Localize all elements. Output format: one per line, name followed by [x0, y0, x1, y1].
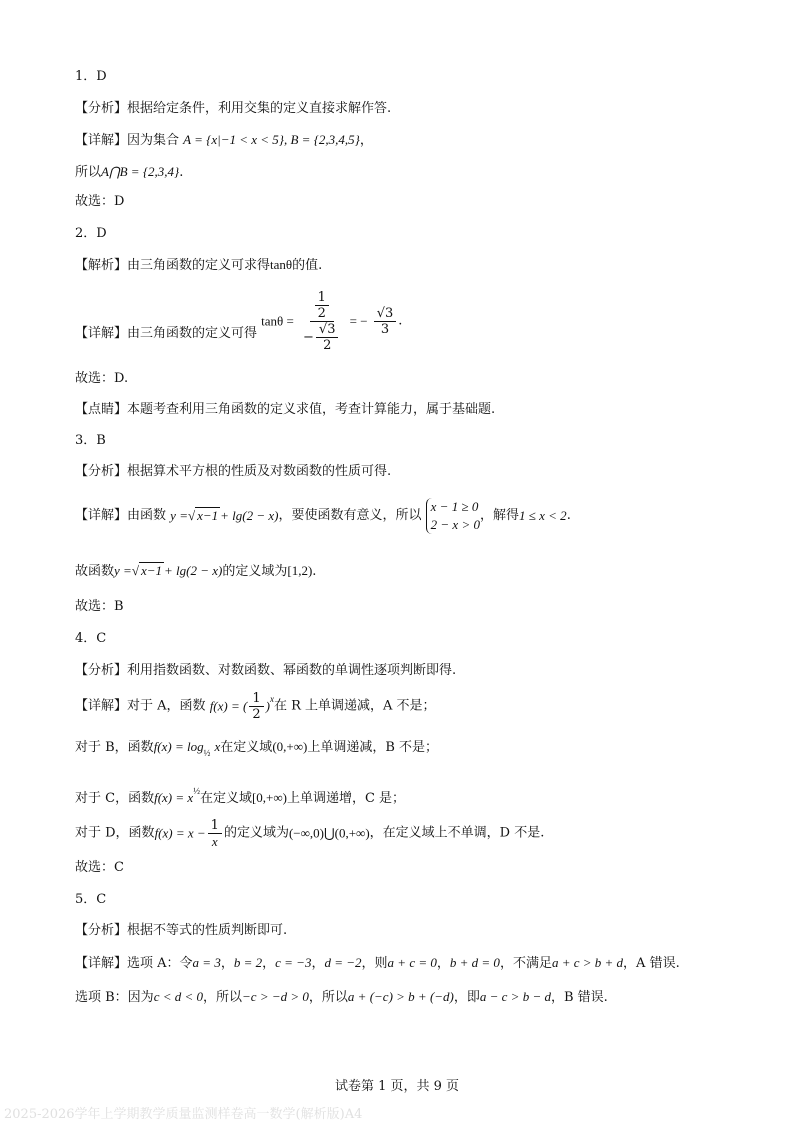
- q1-analysis: [75, 100, 391, 118]
- sqrt-arg: x−1: [140, 563, 162, 578]
- analysis-text: 的值.: [292, 258, 323, 273]
- punct: ，: [220, 956, 234, 971]
- tag-analysis: 【分析】: [75, 464, 128, 479]
- condition-4: a − c > b − d: [479, 989, 551, 1004]
- detail-text: 对于 D，函数: [75, 825, 155, 841]
- detail-text: 因为集合: [127, 133, 180, 148]
- q5-analysis: [75, 922, 287, 940]
- set-b: , B = {2,3,4,5}: [283, 132, 360, 147]
- tan-eq: tanθ =: [261, 313, 294, 329]
- detail-text: 由三角函数的定义可得: [127, 325, 258, 341]
- q4-detail-b: [75, 738, 438, 762]
- tag-analysis: 【分析】: [75, 923, 128, 938]
- punct: ，: [311, 956, 325, 971]
- value-d: d = −2: [324, 955, 362, 970]
- detail-text: ，解得: [479, 508, 519, 523]
- log-base: ½: [203, 748, 211, 758]
- comment-text: 本题考查利用三角函数的定义求值，考查计算能力，属于基础题.: [127, 402, 496, 417]
- tag-analysis: 【解析】: [75, 258, 128, 273]
- analysis-text: 根据不等式的性质判断即可.: [127, 923, 288, 938]
- tag-comment: 【点睛】: [75, 402, 128, 417]
- q2-answer: 故选：D.: [75, 371, 129, 386]
- q4-detail-a: [75, 690, 436, 722]
- q2-number: 2．D: [75, 226, 107, 241]
- tag-detail: 【详解】: [75, 325, 128, 341]
- q3-conclusion: [75, 562, 316, 581]
- condition-3: a + (−c) > b + (−d): [347, 989, 454, 1004]
- func-d: f(x) = x −: [154, 825, 206, 841]
- tag-analysis: 【分析】: [75, 663, 128, 678]
- analysis-text: 利用指数函数、对数函数、幂函数的单调性逐项判断即得.: [127, 663, 457, 678]
- result-fraction: [374, 306, 397, 337]
- func-y: y =: [114, 563, 132, 578]
- fraction: [208, 818, 222, 849]
- conclusion-text: 的定义域为: [222, 564, 288, 579]
- q4-number: 4．C: [75, 631, 107, 646]
- func-lg: + lg(2 − x): [220, 508, 279, 523]
- func-b: f(x) = log: [153, 739, 204, 754]
- half-fraction: [249, 691, 263, 722]
- tag-detail: 【详解】: [75, 133, 128, 148]
- tag-detail: 【详解】: [75, 508, 128, 523]
- value-a: a = 3: [192, 955, 221, 970]
- inequality-1: x − 1 ≥ 0: [430, 499, 479, 514]
- big-fraction: [300, 290, 343, 353]
- q4-analysis: [75, 662, 456, 680]
- q1-number: 1．D: [75, 69, 107, 84]
- denominator: 2: [323, 338, 332, 353]
- domain: (0,+∞): [272, 739, 308, 754]
- analysis-text: 根据算术平方根的性质及对数函数的性质可得.: [127, 464, 392, 479]
- exponent: x: [269, 694, 274, 704]
- condition-1: c < d < 0: [153, 989, 204, 1004]
- detail-text: ，A 错误.: [623, 956, 680, 971]
- numerator: 1: [249, 691, 263, 707]
- minus-sign: −: [303, 330, 314, 345]
- detail-text: ，要使函数有意义，所以: [278, 508, 422, 523]
- punct: .: [312, 564, 317, 579]
- inequality-2: 2 − x > 0: [430, 517, 480, 532]
- value-b: b = 2: [233, 955, 263, 970]
- q2-analysis: [75, 256, 322, 275]
- log-arg: x: [214, 739, 221, 754]
- domain: [1,2): [287, 563, 313, 578]
- solution: 1 ≤ x < 2: [519, 508, 567, 523]
- conclusion-text: 故函数: [75, 564, 115, 579]
- punct: ，: [359, 133, 373, 148]
- numerator: 1: [208, 818, 222, 834]
- page-footer: 试卷第 1 页，共 9 页: [334, 1079, 460, 1094]
- q5-detail-b: [75, 988, 608, 1007]
- exponent: ½: [193, 786, 200, 796]
- detail-text: 对于 C，函数: [75, 791, 155, 806]
- q5-detail-a: [75, 954, 680, 973]
- detail-text: 的定义域为: [223, 825, 289, 841]
- detail-text: ，在定义域上不单调，D 不是.: [369, 825, 545, 841]
- punct: .: [179, 165, 184, 180]
- detail-text: ，不满足: [499, 956, 552, 971]
- domain: (−∞,0)⋃(0,+∞): [288, 825, 370, 841]
- detail-text: ，即: [453, 990, 480, 1005]
- q3-analysis: [75, 463, 391, 481]
- sqrt-sign: √: [131, 563, 139, 578]
- detail-text: 在定义域: [220, 740, 273, 755]
- eq-neg: = −: [349, 313, 368, 329]
- func-a: f(x) = (: [209, 698, 248, 714]
- numerator: √3: [374, 306, 397, 322]
- detail-text: 所以: [75, 165, 102, 180]
- paren: ): [265, 698, 270, 714]
- sum-2: b + d = 0: [449, 955, 500, 970]
- q4-detail-c: [75, 782, 405, 808]
- denominator: 2: [317, 306, 326, 321]
- inequality: a + c > b + d: [551, 955, 624, 970]
- sqrt-arg: x−1: [197, 508, 219, 523]
- denominator: x: [211, 834, 218, 849]
- domain: [0,+∞): [251, 790, 287, 805]
- sqrt-sign: √: [187, 508, 196, 523]
- func-c: f(x) = x: [154, 790, 194, 805]
- q3-number: 3．B: [75, 433, 106, 448]
- condition-2: −c > −d > 0: [242, 989, 309, 1004]
- punct: .: [566, 508, 571, 523]
- intersection: A⋂B = {2,3,4}: [101, 164, 180, 179]
- punct: ，: [262, 956, 276, 971]
- sum-1: a + c = 0: [387, 955, 437, 970]
- analysis-text: 由三角函数的定义可求得: [127, 258, 271, 273]
- detail-text: 在 R 上单调递减，A 不是；: [273, 698, 436, 714]
- detail-text: ，则: [361, 956, 388, 971]
- set-a: A = {x|−1 < x < 5}: [183, 132, 284, 147]
- value-c: c = −3: [275, 955, 312, 970]
- denominator: 3: [380, 322, 390, 337]
- watermark: 2025-2026学年上学期教学质量监测样卷高一数学(解析版)A4: [4, 1107, 363, 1122]
- denominator: 2: [252, 707, 261, 722]
- numerator: 1: [315, 290, 329, 306]
- punct: .: [398, 313, 403, 329]
- detail-text: 对于 A，函数: [127, 698, 206, 714]
- tag-analysis: 【分析】: [75, 101, 128, 116]
- detail-text: ，所以: [203, 990, 243, 1005]
- numerator: √3: [316, 322, 339, 338]
- detail-text: 上单调递增，C 是；: [286, 791, 406, 806]
- q5-number: 5．C: [75, 892, 107, 907]
- q4-answer: 故选：C: [75, 860, 124, 875]
- detail-text: 在定义域: [199, 791, 252, 806]
- tan-theta: tanθ: [270, 257, 293, 272]
- detail-text: ，所以: [308, 990, 348, 1005]
- analysis-text: 根据给定条件，利用交集的定义直接求解作答.: [127, 101, 392, 116]
- q4-detail-d: [75, 818, 544, 849]
- sqrt3-half: [316, 322, 339, 353]
- q2-comment: [75, 401, 495, 419]
- inequality-system: [426, 498, 480, 534]
- q2-detail: [75, 290, 402, 353]
- big-denominator: [300, 322, 343, 353]
- big-numerator: [310, 290, 334, 322]
- q1-detail-line2: [75, 163, 183, 182]
- q3-answer: 故选：B: [75, 599, 124, 614]
- func-y: y =: [170, 508, 188, 523]
- half-fraction: [315, 290, 329, 321]
- q3-detail: [75, 498, 571, 534]
- detail-text: ，B 错误.: [550, 990, 608, 1005]
- tag-detail: 【详解】: [75, 698, 128, 714]
- q1-answer: 故选：D: [75, 194, 125, 209]
- tag-detail: 【详解】: [75, 956, 128, 971]
- q1-detail-line1: [75, 131, 373, 150]
- detail-text: 选项 A：令: [127, 956, 193, 971]
- detail-text: 选项 B：因为: [75, 990, 154, 1005]
- punct: ，: [436, 956, 450, 971]
- detail-text: 上单调递减，B 不是；: [307, 740, 439, 755]
- detail-text: 对于 B，函数: [75, 740, 154, 755]
- func-lg: + lg(2 − x): [164, 563, 223, 578]
- detail-text: 由函数: [127, 508, 167, 523]
